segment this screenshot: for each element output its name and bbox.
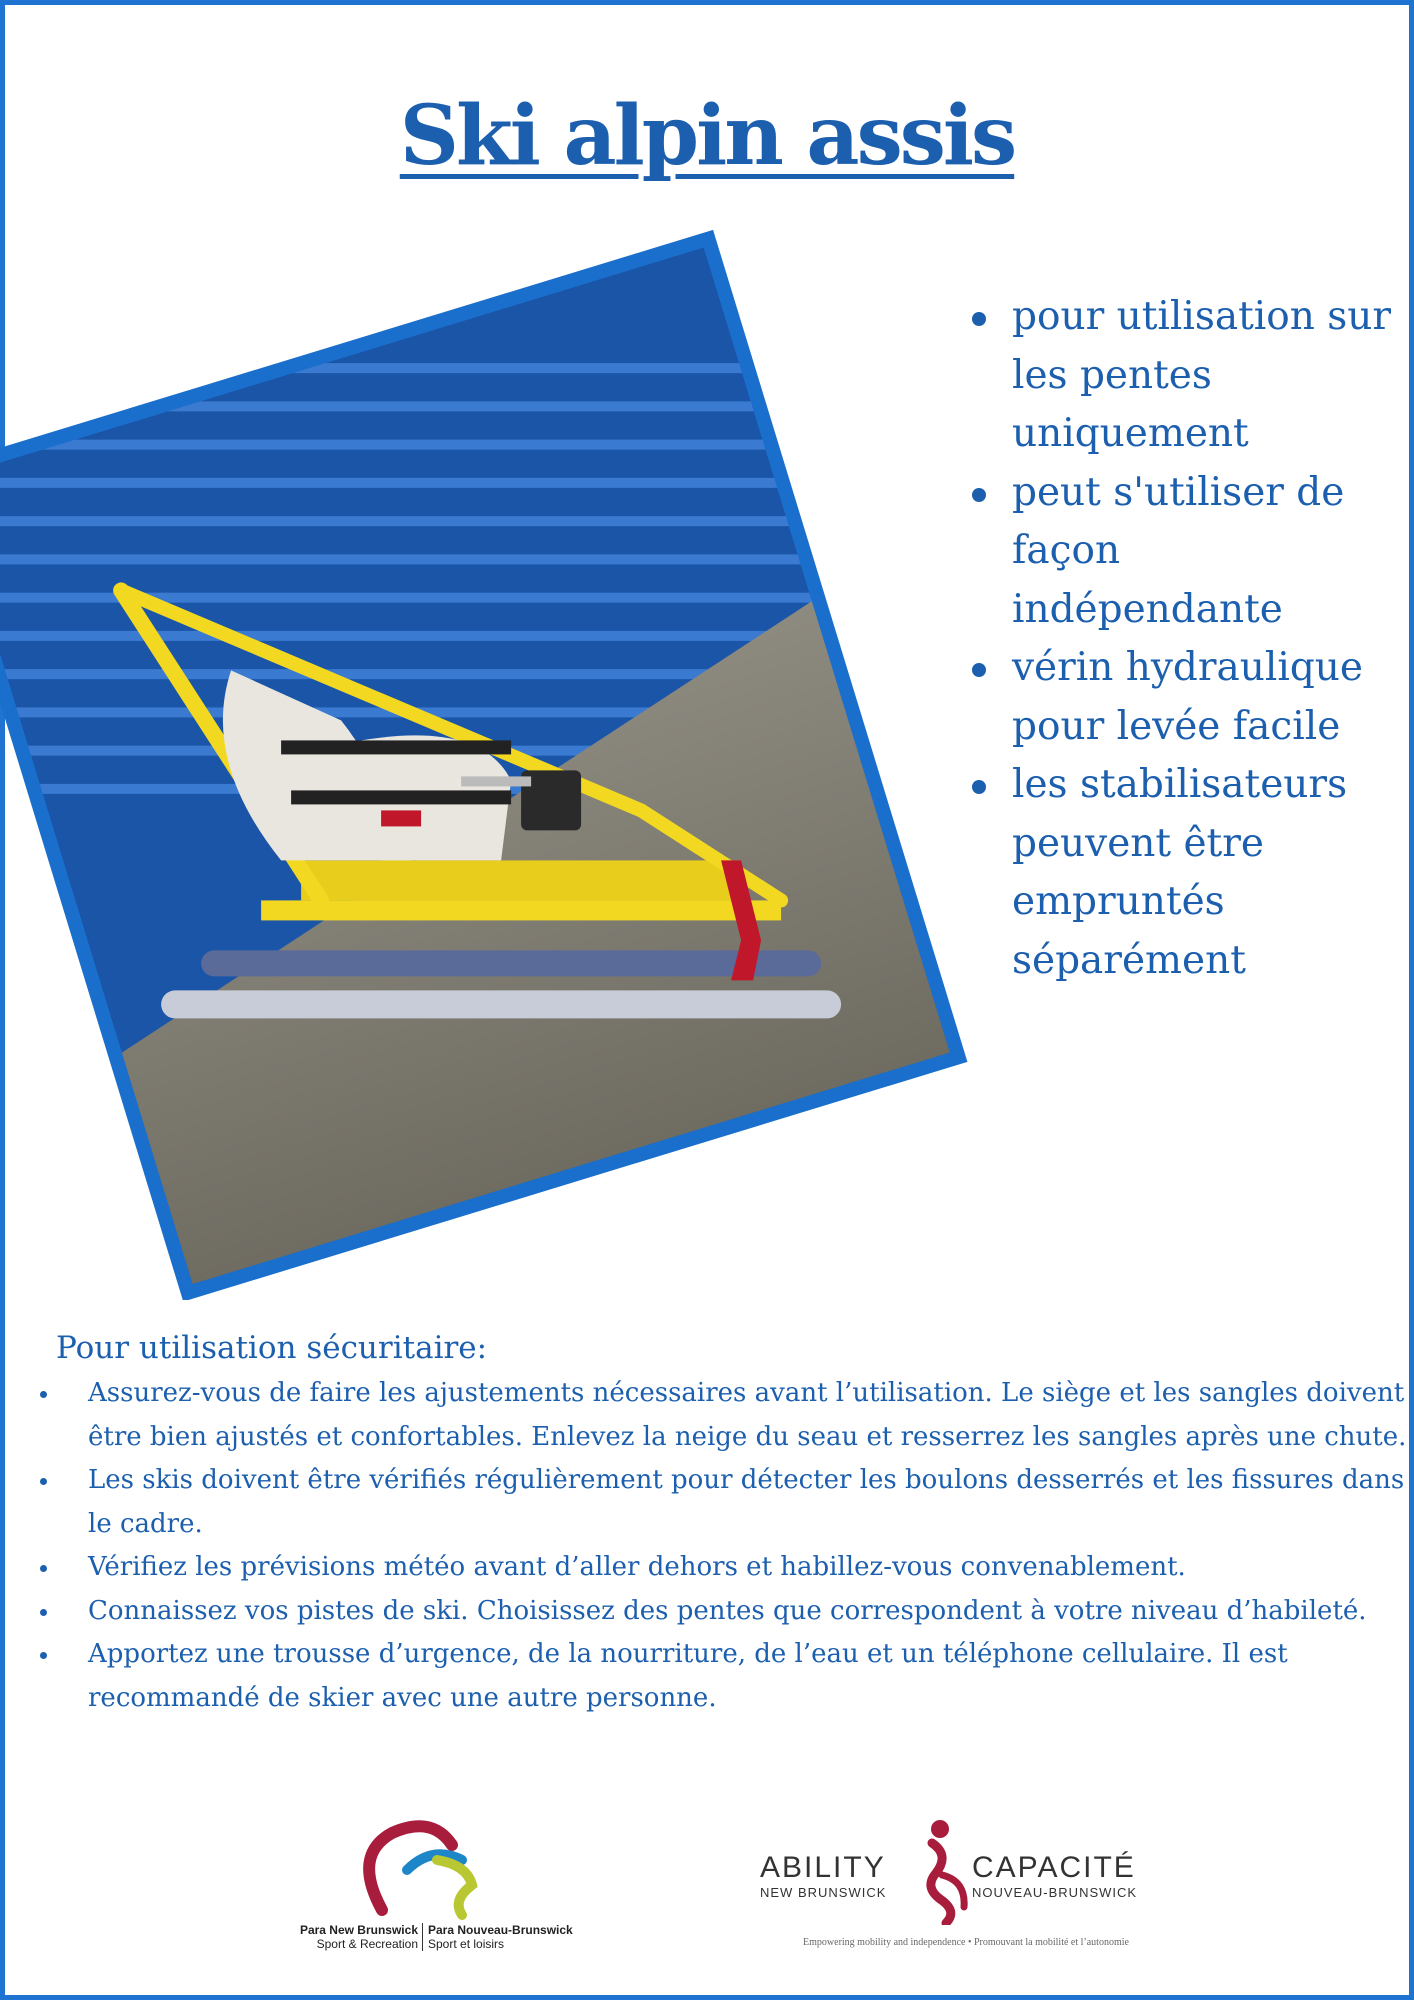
para-nb-logo-mark bbox=[272, 1815, 582, 1920]
feature-item: les stabilisateurs peuvent être empruntés séparément bbox=[970, 756, 1400, 990]
safety-item: Les skis doivent être vérifiés régulièrement pour détecter les boulons desserrés et les fissures dans le cadre. bbox=[30, 1459, 1410, 1546]
ski-front bbox=[161, 990, 841, 1018]
feature-item: vérin hydraulique pour levée facile bbox=[970, 639, 1400, 756]
para-en-sub: Sport & Recreation bbox=[316, 1937, 418, 1951]
ability-right-sub: NOUVEAU-BRUNSWICK bbox=[972, 1885, 1138, 1900]
feature-item: pour utilisation sur les pentes uniquement bbox=[970, 288, 1400, 464]
ability-nb-logo bbox=[756, 1815, 1176, 1955]
page-title: Ski alpin assis bbox=[399, 88, 1015, 184]
ability-tagline: Empowering mobility and independence • Promouvant la mobilité et l’autonomie bbox=[803, 1937, 1129, 1948]
para-fr-sub: Sport et loisirs bbox=[428, 1937, 505, 1951]
para-fr-name: Para Nouveau-Brunswick bbox=[428, 1923, 573, 1937]
frame-bottom-rail bbox=[261, 900, 781, 920]
logo-divider bbox=[422, 1923, 423, 1951]
safety-item: Assurez-vous de faire les ajustements nécessaires avant l’utilisation. Le siège et les sangles doivent être bien ajustés et confortables. Enlevez la neige du seau et resserrez les sangles après une chute. bbox=[30, 1372, 1410, 1459]
red-buckle bbox=[381, 810, 421, 826]
seat-strap bbox=[281, 740, 511, 754]
safety-item: Vérifiez les prévisions météo avant d’aller dehors et habillez-vous convenablement. bbox=[30, 1546, 1410, 1590]
frame-plate bbox=[301, 860, 741, 900]
safety-heading: Pour utilisation sécuritaire: bbox=[56, 1330, 488, 1366]
safety-item: Apportez une trousse d’urgence, de la nourriture, de l’eau et un téléphone cellulaire. Il est recommandé de skier avec une autre personne. bbox=[30, 1633, 1410, 1720]
sit-ski-photo-frame bbox=[0, 230, 967, 1300]
ability-left-word: ABILITY bbox=[760, 1851, 886, 1884]
ability-left-sub: NEW BRUNSWICK bbox=[760, 1885, 887, 1900]
ski-rear bbox=[201, 950, 821, 976]
safety-list bbox=[30, 1372, 1410, 1720]
ability-right-word: CAPACITÉ bbox=[972, 1851, 1136, 1884]
ability-figure-icon bbox=[906, 1815, 976, 1925]
para-en-name: Para New Brunswick bbox=[299, 1923, 418, 1937]
sit-ski-photo bbox=[0, 247, 950, 1284]
sit-ski-illustration bbox=[0, 247, 950, 1284]
safety-item: Connaissez vos pistes de ski. Choisissez des pentes que correspondent à votre niveau d’habileté. bbox=[30, 1590, 1410, 1634]
features-list bbox=[970, 288, 1400, 990]
para-nb-logo bbox=[272, 1815, 582, 1955]
feature-item: peut s'utiliser de façon indépendante bbox=[970, 464, 1400, 640]
